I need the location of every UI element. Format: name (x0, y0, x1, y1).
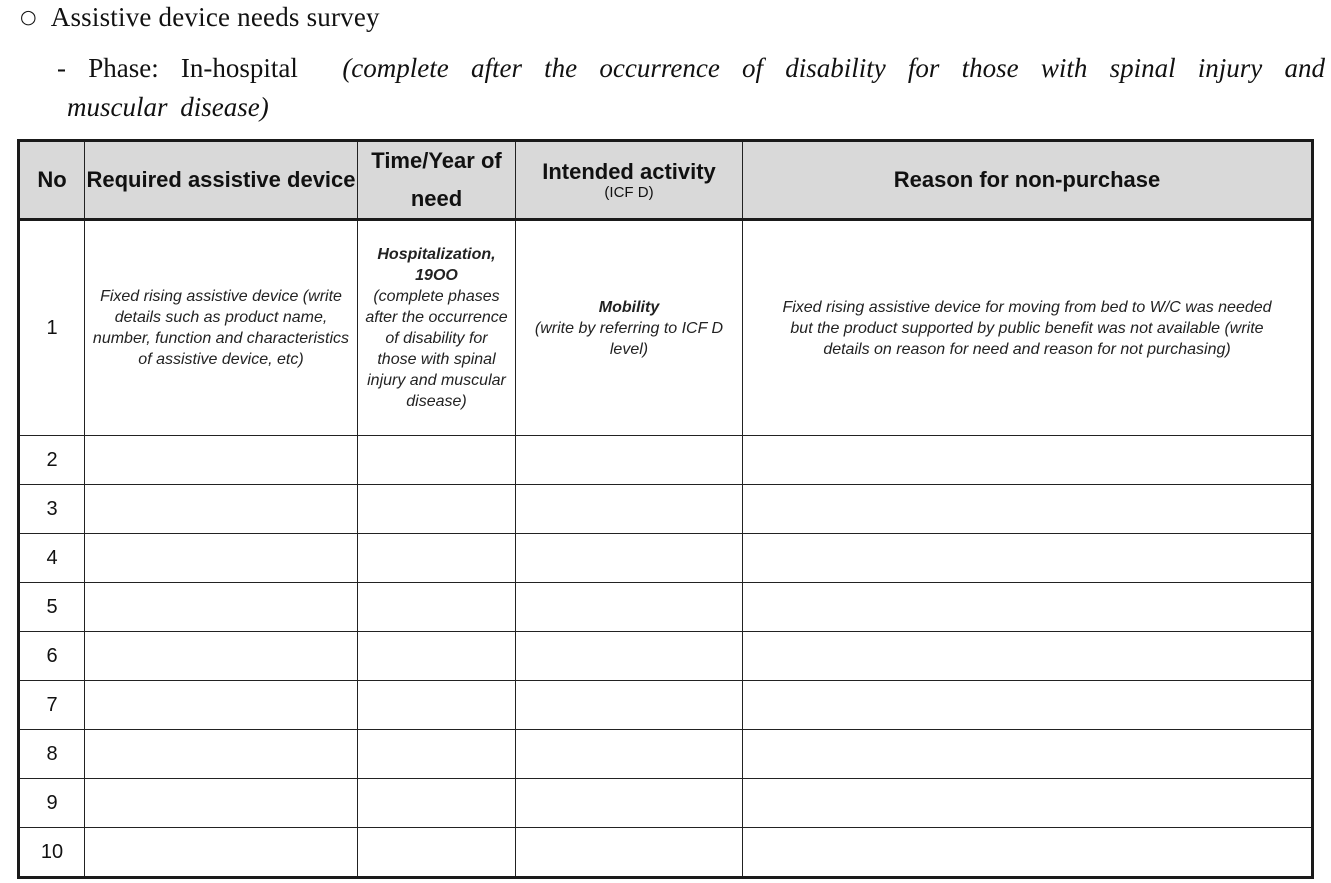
row-number: 6 (19, 632, 85, 681)
empty-activity-cell[interactable] (516, 779, 743, 828)
phase-note-continued: muscular disease) (67, 92, 269, 122)
header-no: No (19, 141, 85, 220)
assistive-device-table (17, 139, 1314, 879)
empty-time-cell[interactable] (358, 779, 516, 828)
example-device-cell[interactable] (85, 220, 358, 436)
header-activity-sub: (ICF D) (604, 184, 654, 201)
example-time-cell[interactable] (358, 220, 516, 436)
phase-note: (complete after the occurrence of disability for those with spinal injury and (342, 53, 1326, 83)
empty-device-cell[interactable] (85, 534, 358, 583)
row-number: 7 (19, 681, 85, 730)
row-number: 4 (19, 534, 85, 583)
empty-activity-cell[interactable] (516, 534, 743, 583)
example-activity-note: (write by referring to ICF D level) (534, 319, 724, 358)
table-row (19, 485, 1313, 534)
header-device: Required assistive device (85, 141, 358, 220)
table-row (19, 632, 1313, 681)
empty-reason-cell[interactable] (743, 632, 1313, 681)
empty-device-cell[interactable] (85, 485, 358, 534)
empty-activity-cell[interactable] (516, 730, 743, 779)
example-time-note: (complete phases after the occurrence of disability for those with spinal injury and muscular disease) (365, 288, 508, 410)
empty-device-cell[interactable] (85, 779, 358, 828)
table-row-example (19, 220, 1313, 436)
empty-device-cell[interactable] (85, 681, 358, 730)
example-device: Fixed rising assistive device (write details such as product name, number, function and characteristics of assistive device, etc) (92, 288, 350, 368)
heading-text: Assistive device needs survey (50, 2, 380, 32)
circle-bullet-icon: ○ (20, 6, 37, 28)
survey-heading (20, 2, 380, 33)
empty-time-cell[interactable] (358, 730, 516, 779)
empty-device-cell[interactable] (85, 583, 358, 632)
empty-activity-cell[interactable] (516, 828, 743, 878)
empty-device-cell[interactable] (85, 828, 358, 878)
example-reason-cell[interactable] (743, 220, 1313, 436)
empty-device-cell[interactable] (85, 436, 358, 485)
table-row (19, 730, 1313, 779)
header-activity (516, 141, 743, 220)
table-row (19, 828, 1313, 878)
empty-time-cell[interactable] (358, 436, 516, 485)
empty-reason-cell[interactable] (743, 779, 1313, 828)
row-number: 2 (19, 436, 85, 485)
empty-time-cell[interactable] (358, 632, 516, 681)
header-time: Time/Year of need (358, 141, 516, 220)
table-row (19, 583, 1313, 632)
empty-reason-cell[interactable] (743, 436, 1313, 485)
empty-activity-cell[interactable] (516, 681, 743, 730)
empty-device-cell[interactable] (85, 730, 358, 779)
empty-time-cell[interactable] (358, 828, 516, 878)
header-activity-label: Intended activity (542, 159, 716, 184)
table-row (19, 779, 1313, 828)
empty-reason-cell[interactable] (743, 828, 1313, 878)
empty-reason-cell[interactable] (743, 485, 1313, 534)
row-number: 9 (19, 779, 85, 828)
empty-time-cell[interactable] (358, 681, 516, 730)
empty-reason-cell[interactable] (743, 681, 1313, 730)
example-no: 1 (19, 220, 85, 436)
empty-activity-cell[interactable] (516, 436, 743, 485)
table-header-row (19, 141, 1313, 220)
row-number: 3 (19, 485, 85, 534)
header-reason: Reason for non-purchase (743, 141, 1313, 220)
example-reason: Fixed rising assistive device for moving from bed to W/C was needed but the product supported by public benefit was not available (write details on reason for need and reason for not purchasing) (782, 298, 1272, 358)
example-activity-cell[interactable] (516, 220, 743, 436)
empty-time-cell[interactable] (358, 534, 516, 583)
empty-activity-cell[interactable] (516, 632, 743, 681)
phase-label: - Phase: In-hospital (57, 53, 298, 83)
row-number: 8 (19, 730, 85, 779)
example-activity-bold: Mobility (598, 298, 660, 316)
table-row (19, 681, 1313, 730)
table-row (19, 436, 1313, 485)
empty-device-cell[interactable] (85, 632, 358, 681)
row-number: 5 (19, 583, 85, 632)
empty-reason-cell[interactable] (743, 583, 1313, 632)
empty-activity-cell[interactable] (516, 583, 743, 632)
empty-time-cell[interactable] (358, 485, 516, 534)
table-row (19, 534, 1313, 583)
empty-reason-cell[interactable] (743, 730, 1313, 779)
row-number: 10 (19, 828, 85, 878)
empty-reason-cell[interactable] (743, 534, 1313, 583)
example-time-bold: Hospitalization, 19OO (377, 246, 496, 284)
empty-activity-cell[interactable] (516, 485, 743, 534)
phase-line (57, 46, 1325, 90)
empty-time-cell[interactable] (358, 583, 516, 632)
